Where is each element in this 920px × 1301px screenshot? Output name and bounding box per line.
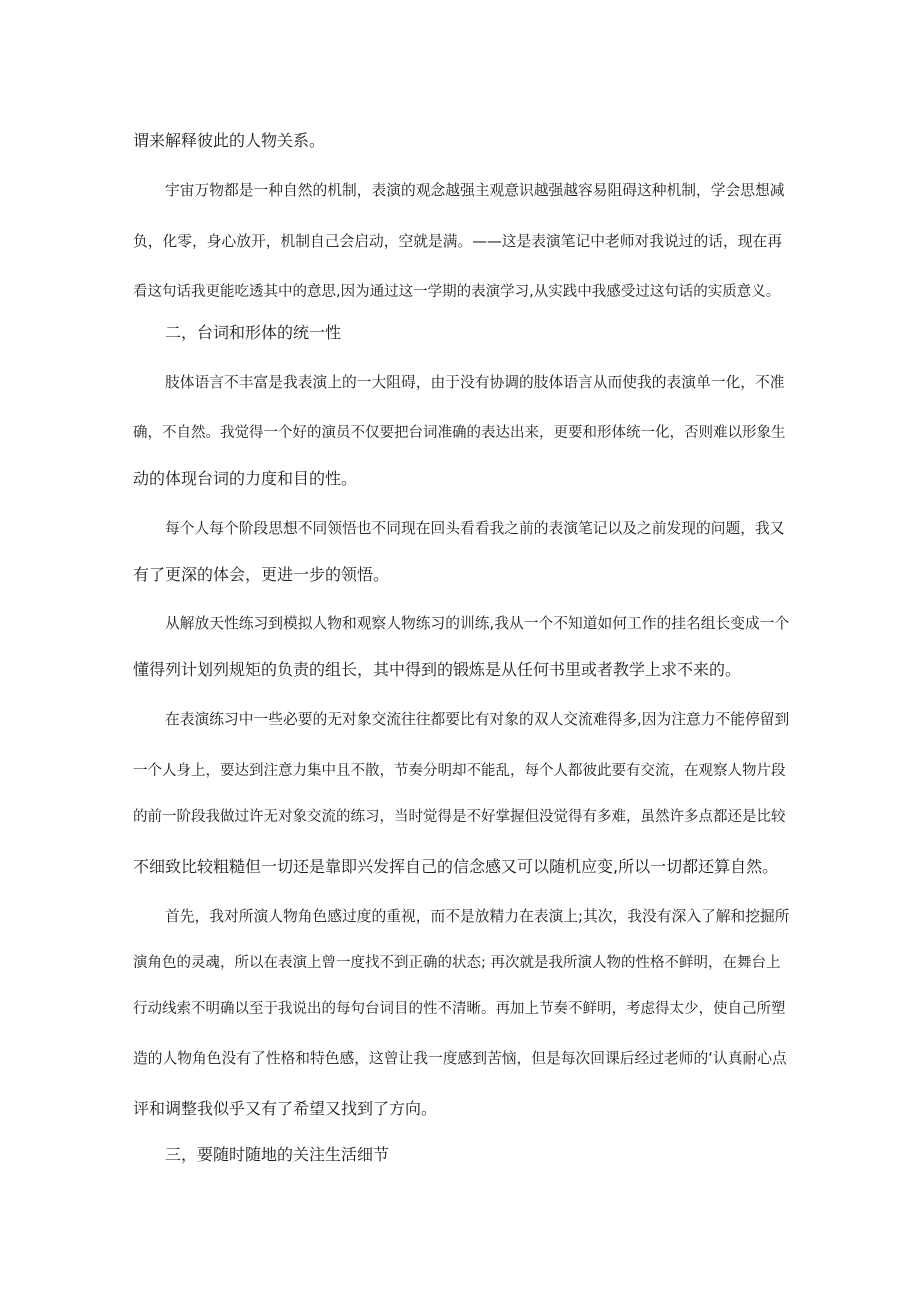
- text-line: 确，不自然。我觉得一个好的演员不仅要把台词准确的表达出来，更要和形体统一化，否则难以形象生: [133, 425, 786, 441]
- text-line: 不细致比较粗糙但一切还是靠即兴发挥自己的信念感又可以随机应变,所以一切都还算自然。: [133, 857, 779, 876]
- text-line: 谓来解释彼此的人物关系。: [133, 131, 326, 150]
- text-line: 行动线索不明确以至于我说出的每句台词目的性不清晰。再加上节奏不鲜明，考虑得太少，使自己所塑: [133, 1001, 786, 1017]
- text-line: 评和调整我似乎又有了希望又找到了方向。: [133, 1099, 438, 1118]
- text-line: 动的体现台词的力度和目的性。: [133, 469, 358, 488]
- text-line: 负，化零，身心放开，机制自己会启动，空就是满。——这是表演笔记中老师对我说过的话，现在再: [133, 233, 782, 250]
- text-line: 宇宙万物都是一种自然的机制，表演的观念越强主观意识越强越容易阻碍这种机制，学会思想减: [165, 182, 785, 199]
- text-line: 从解放天性练习到模拟人物和观察人物练习的训练,我从一个不知道如何工作的挂名组长变成一个: [165, 615, 790, 632]
- text-line: 的前一阶段我做过许无对象交流的练习，当时觉得是不好掌握但没觉得有多难，虽然许多点都还是比较: [133, 809, 786, 825]
- text-line: 看这句话我更能吃透其中的意思,因为通过这一学期的表演学习,从实践中我感受过这句话的实质意义。: [133, 284, 781, 300]
- text-line: 每个人每个阶段思想不同领悟也不同现在回头看看我之前的表演笔记以及之前发现的问题，我又: [165, 520, 785, 537]
- text-line: 有了更深的体会，更进一步的领悟。: [133, 565, 390, 584]
- section-heading: 二，台词和形体的统一性: [165, 323, 342, 342]
- text-line: 演角色的灵魂，所以在表演上曾一度找不到正确的状态; 再次就是我所演人物的性格不鲜明，在舞台上: [133, 955, 781, 971]
- text-line: 在表演练习中一些必要的无对象交流往往都要比有对象的双人交流难得多,因为注意力不能停留到: [165, 711, 790, 728]
- text-line: 懂得列计划列规矩的负责的组长，其中得到的锻炼是从任何书里或者教学上求不来的。: [133, 660, 742, 679]
- text-line: 肢体语言不丰富是我表演上的一大阻碍，由于没有协调的肢体语言从而使我的表演单一化，不准: [165, 374, 785, 391]
- text-line: 首先，我对所演人物角色感过度的重视，而不是放精力在表演上;其次，我没有深入了解和挖掘所: [165, 908, 790, 925]
- text-line: 造的人物角色没有了性格和特色感，这曾让我一度感到苦恼，但是每次回课后经过老师的‘认真耐心点: [133, 1050, 787, 1067]
- text-line: 一个人身上，要达到注意力集中且不散，节奏分明却不能乱，每个人都彼此要有交流，在观察人物片段: [133, 763, 786, 779]
- section-heading: 三，要随时随地的关注生活细节: [165, 1145, 390, 1164]
